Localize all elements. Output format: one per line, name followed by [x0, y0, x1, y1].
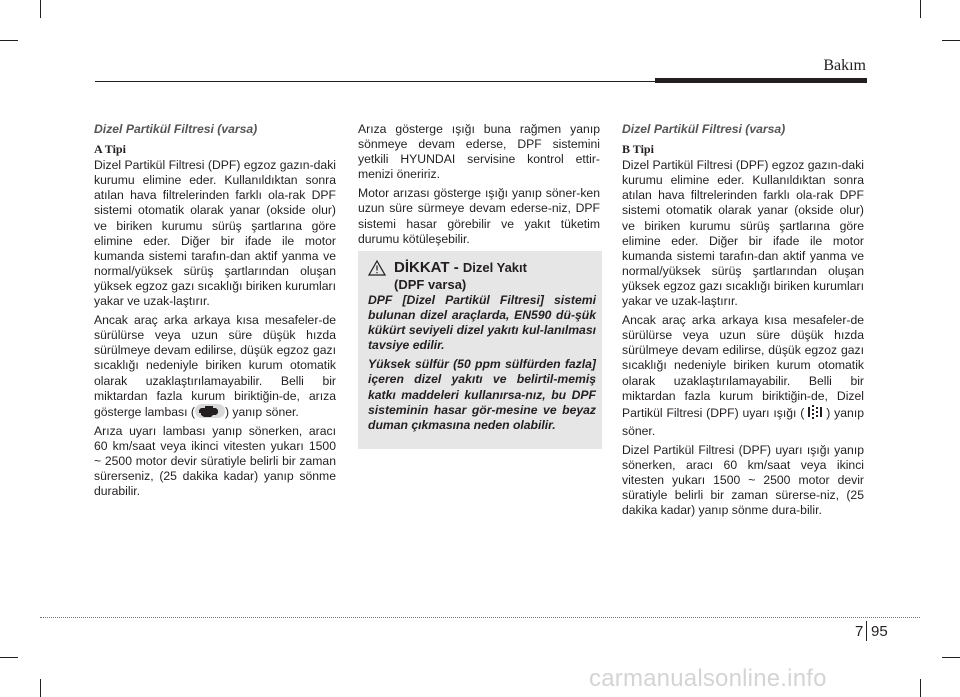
- warning-body: [368, 293, 596, 437]
- crop-mark: [942, 40, 960, 41]
- paragraph-text: Ancak araç arka arkaya kısa mesafeler-de sürülürse veya uzun süre düşük hızda sürülmeye devam edilirse, düşük egzoz gazı sıcaklığı nedeniyle biriken kurum otomatik olarak uzaklaştırılamayabilir. Belli bir miktardan fazla kurum biriktiğin-de, arıza gösterge lambası (: [94, 313, 336, 419]
- crop-mark: [942, 657, 960, 658]
- crop-mark: [920, 0, 921, 18]
- crop-mark: [40, 0, 41, 18]
- warning-box: [358, 251, 602, 449]
- page-number: 95: [871, 623, 888, 640]
- paragraph: Arıza gösterge ışığı buna rağmen yanıp sönmeye devam ederse, DPF sistemini yetkili HYUNDAI servisine kontrol ettir-menizi öneririz.: [358, 122, 600, 182]
- warning-triangle-icon: [368, 260, 386, 276]
- header-bar: [655, 78, 867, 83]
- paragraph: Dizel Partikül Filtresi (DPF) egzoz gazın-daki kurumu elimine eder. Kullanıldıktan sonra atılan hava filtrelerinden farklı ola-rak DPF sistemi otomatik olarak yanar (okside olur) ve biriken kurumu sürüş şartlarına göre elimine eder. Diğer bir ifade ile motor kumanda sistemi tarafın-dan aktif yanma ve normal/yüksek sürüş şartlarından oluşan yüksek egzoz gazı sıcaklığı biriken kurumları yakar ve uzak-laştırır.: [622, 158, 864, 309]
- crop-mark: [0, 657, 18, 658]
- watermark-text: carmanualsonline.info: [589, 665, 827, 692]
- dpf-warning-icon: [804, 404, 826, 424]
- paragraph: Dizel Partikül Filtresi (DPF) egzoz gazın-daki kurumu elimine eder. Kullanıldıktan sonra atılan hava filtrelerinden farklı ola-rak DPF sistemi otomatik olarak yanar (okside olur) ve biriken kurumu sürüş şartlarına göre elimine eder. Diğer bir ifade ile motor kumanda sistemi tarafın-dan aktif yanma ve normal/yüksek sürüş şartlarından oluşan yüksek egzoz gazı sıcaklığı biriken kurumları yakar ve uzak-laştırır.: [94, 158, 336, 309]
- paragraph: [622, 313, 864, 439]
- paragraph: Arıza uyarı lambası yanıp sönerken, aracı 60 km/saat veya ikinci vitesten yukarı 1500 ~ 2500 motor devir süratiyle belirli bir zaman sürerseniz, (25 dakika kadar) yanıp sönme durabilir.: [94, 423, 336, 499]
- chapter-title: Bakım: [823, 57, 866, 74]
- page-separator: [866, 621, 867, 641]
- middle-column: [358, 122, 600, 251]
- left-column: [94, 122, 336, 503]
- paragraph-text: Ancak araç arka arkaya kısa mesafeler-de sürülürse veya uzun süre düşük hızda sürülmeye devam edilirse, düşük egzoz gazı sıcaklığı nedeniyle biriken kurum otomatik olarak uzaklaştırılamayabilir. Belli bir miktardan fazla kurum biriktiğin-de, Dizel Partikül Filtresi (DPF) uyarı ışığı (: [622, 313, 864, 420]
- crop-mark: [920, 679, 921, 697]
- warning-title: [394, 259, 527, 293]
- subsection-title: B Tipi: [622, 142, 654, 157]
- engine-check-icon: [195, 404, 225, 418]
- paragraph-text: ) yanıp söner.: [622, 405, 864, 438]
- warning-paragraph: DPF [Dizel Partikül Filtresi] sistemi bulunan dizel araçlarda, EN590 dü-şük kükürt seviyeli dizel yakıtı kul-lanılması tavsiye edilir.: [368, 293, 596, 353]
- subsection-title: A Tipi: [94, 142, 126, 157]
- crop-mark: [40, 679, 41, 697]
- paragraph: [94, 313, 336, 420]
- warning-label: DİKKAT -: [394, 259, 463, 276]
- crop-mark: [0, 40, 18, 41]
- section-title: Dizel Partikül Filtresi (varsa): [94, 122, 258, 136]
- warning-topic-sub: (DPF varsa): [394, 277, 467, 292]
- paragraph: Dizel Partikül Filtresi (DPF) uyarı ışığı yanıp sönerken, aracı 60 km/saat veya ikinci vitesten yukarı 1500 ~ 2500 motor devir süratiyle belirli bir zaman sürerse-niz, (25 dakika kadar) yanıp sönme dura-bilir.: [622, 442, 864, 518]
- warning-paragraph: Yüksek sülfür (50 ppm sülfürden fazla] içeren dizel yakıtı ve belirtil-memiş katkı maddeleri kullanırsa-nız, bu DPF sisteminin hasar gör-mesine ve beyaz duman çıkmasına neden olabilir.: [368, 357, 596, 432]
- footer-rule: [40, 617, 920, 618]
- header-rule: [95, 81, 655, 82]
- chapter-number: 7: [855, 623, 864, 640]
- right-column: [622, 122, 864, 522]
- paragraph: Motor arızası gösterge ışığı yanıp söner-ken uzun süre sürmeye devam ederse-niz, DPF sistemi hasar görebilir ve yakıt tüketim durumu kötüleşebilir.: [358, 186, 600, 246]
- warning-topic: Dizel Yakıt: [462, 260, 527, 275]
- section-title: Dizel Partikül Filtresi (varsa): [622, 122, 786, 136]
- paragraph-text: ) yanıp söner.: [224, 404, 299, 419]
